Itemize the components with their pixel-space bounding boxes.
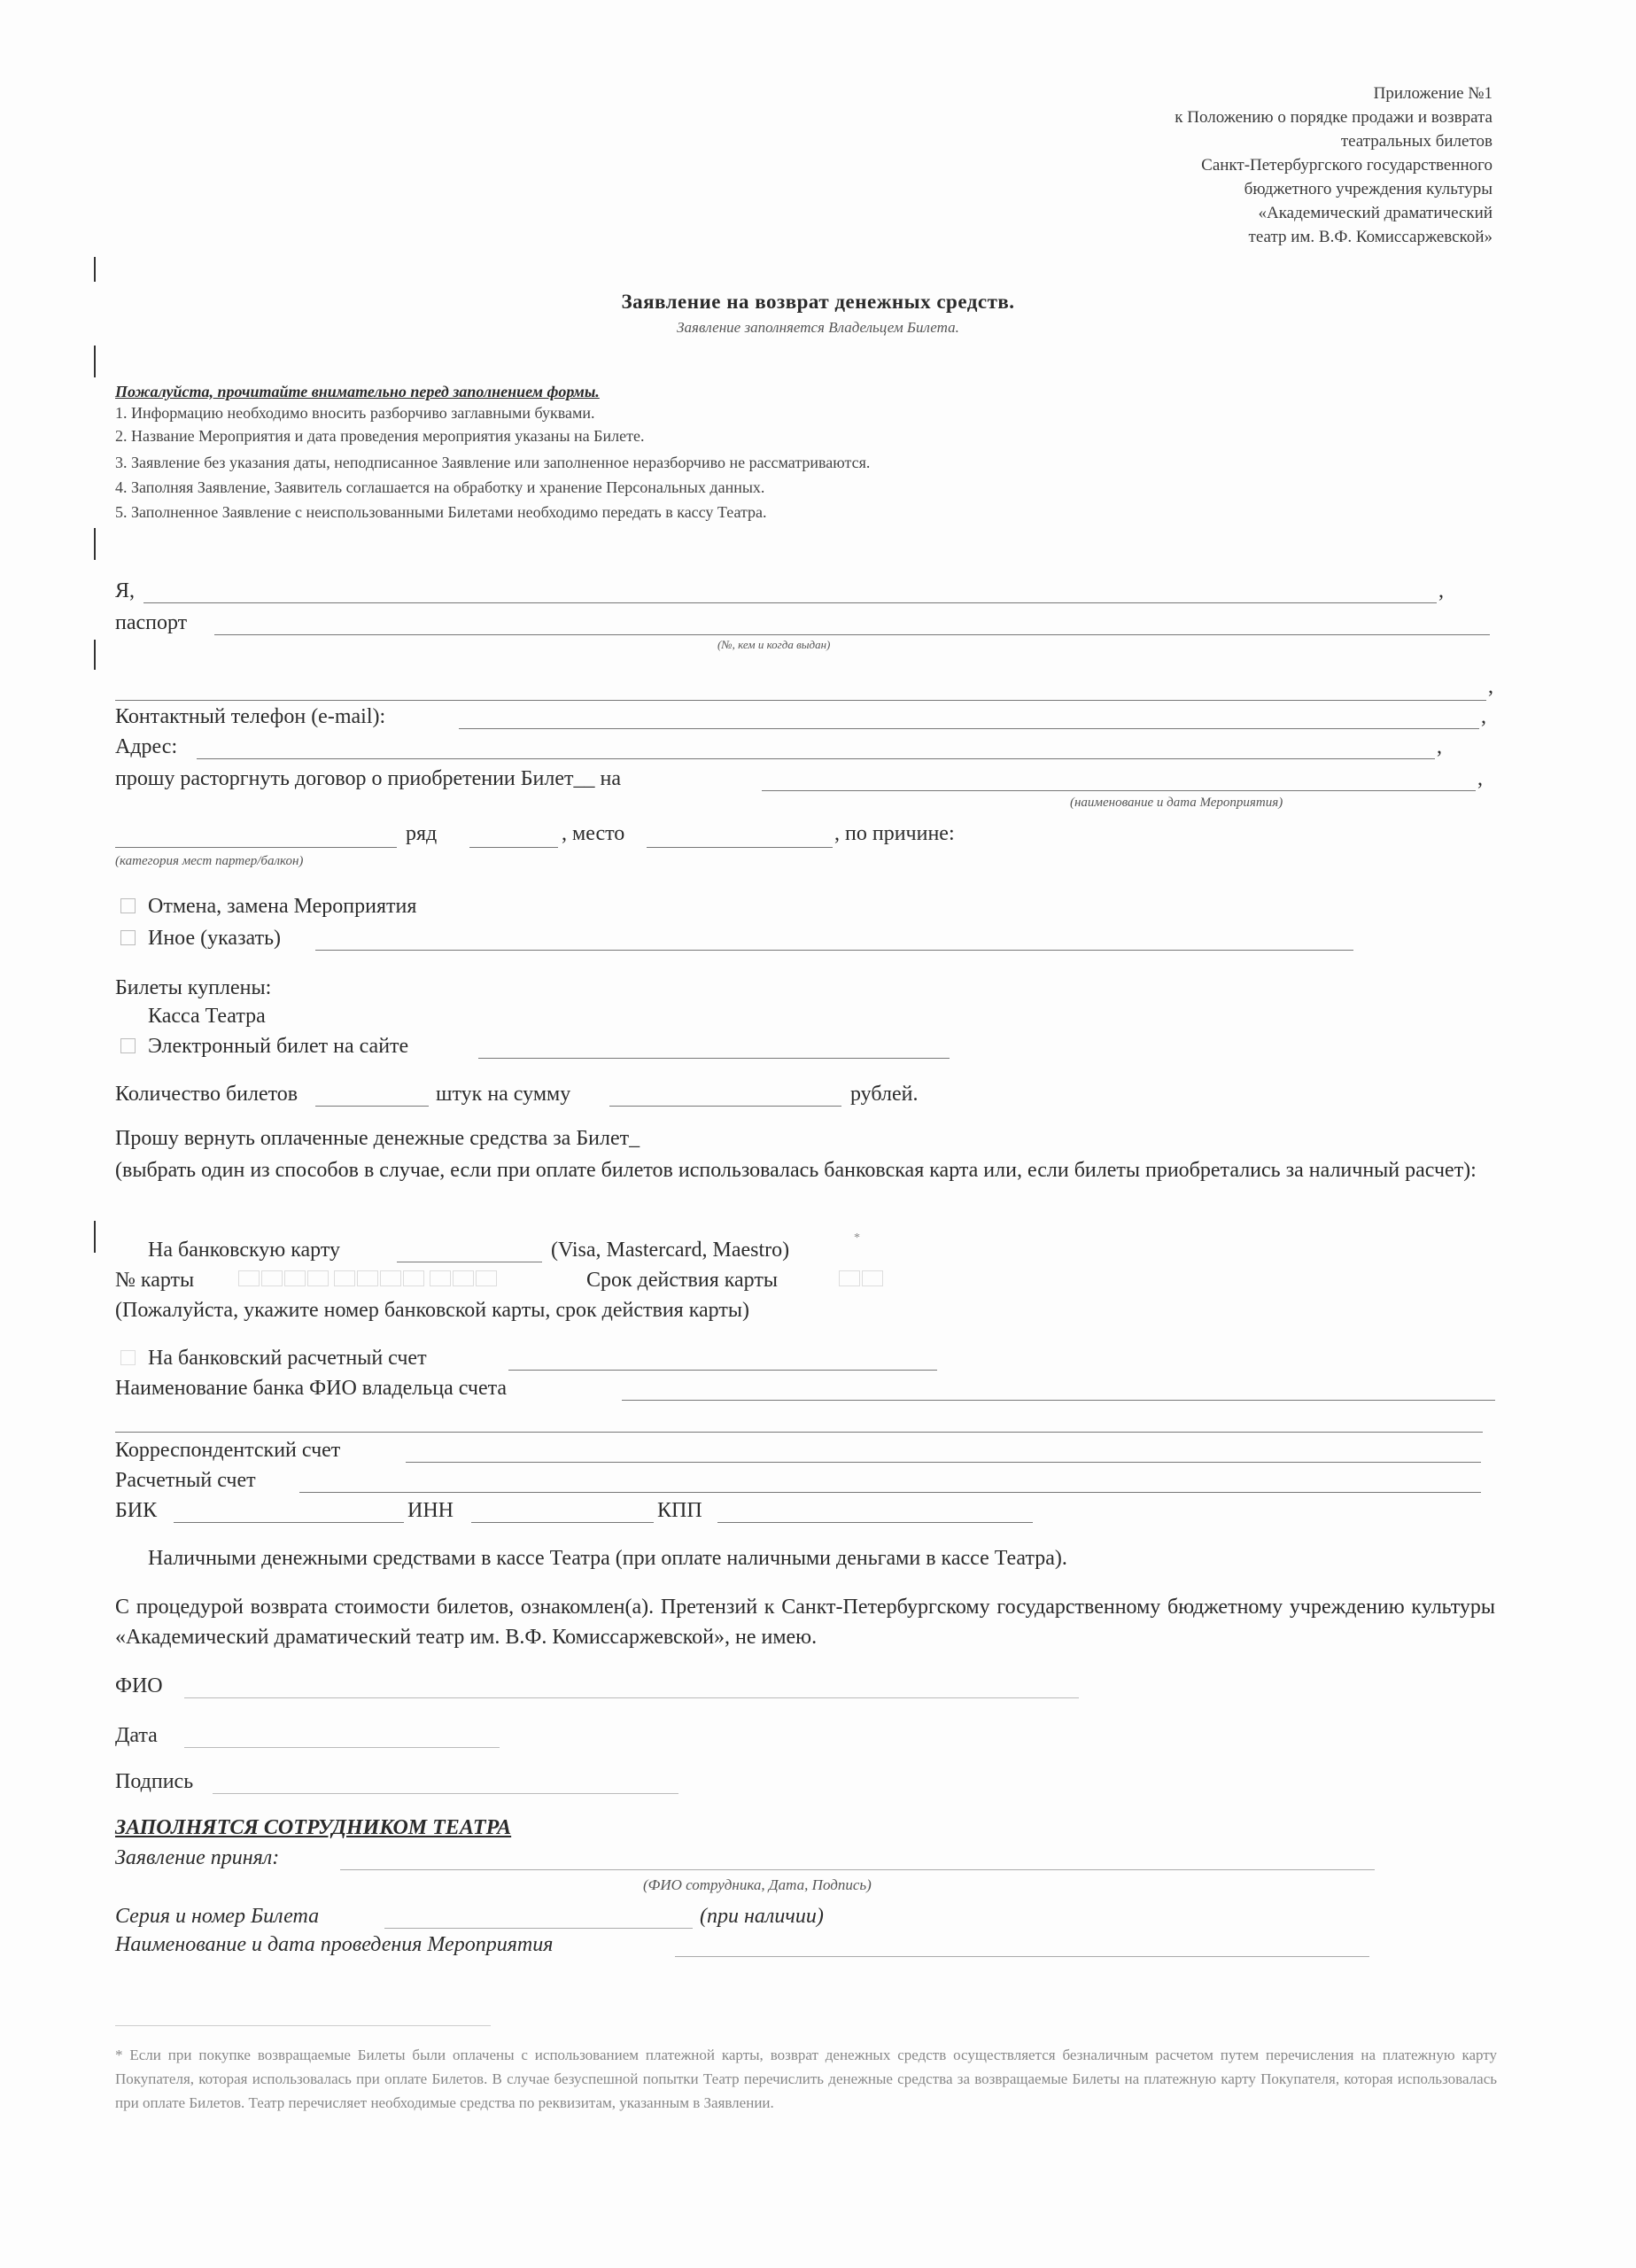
cash-option[interactable] (120, 1547, 1067, 1571)
bought-box-office-option[interactable] (120, 1005, 266, 1029)
reason-other-label: Иное (указать) (148, 927, 281, 950)
bank-name-field-extra[interactable] (115, 1432, 1483, 1433)
passport-field[interactable] (214, 634, 1490, 635)
margin-mark (94, 346, 96, 377)
instruction-item: 1. Информацию необходимо вносить разборчиво заглавными буквами. (115, 404, 595, 422)
reason-other-option[interactable] (120, 927, 281, 951)
phone-field[interactable] (459, 728, 1479, 729)
bought-online-label: Электронный билет на сайте (148, 1035, 409, 1058)
card-digit-box[interactable] (380, 1270, 401, 1286)
instructions-heading: Пожалуйста, прочитайте внимательно перед заполнением формы. (115, 383, 600, 400)
card-digit-box[interactable] (334, 1270, 355, 1286)
reason-cancel-option[interactable] (120, 895, 416, 919)
qty-label: Количество билетов (115, 1083, 299, 1106)
card-digit-box[interactable] (476, 1270, 497, 1286)
date-field[interactable] (184, 1747, 500, 1748)
margin-mark (94, 257, 96, 282)
passport-field-extra[interactable] (115, 700, 1486, 701)
date-label: Дата (115, 1724, 158, 1747)
bank-name-label: Наименование банка ФИО владельца счета (115, 1377, 508, 1400)
page-subtitle: Заявление заполняется Владельцем Билета. (677, 319, 959, 336)
address-field[interactable] (197, 758, 1435, 759)
tickets-bought-label: Билеты куплены: (115, 976, 272, 999)
card-expiry-label: Срок действия карты (586, 1269, 778, 1292)
passport-label: паспорт (115, 611, 188, 634)
card-no-label: № карты (115, 1269, 195, 1292)
address-label: Адрес: (115, 735, 178, 758)
card-digit-box[interactable] (238, 1270, 260, 1286)
appendix-header (1175, 82, 1493, 249)
margin-mark (94, 1221, 96, 1253)
row-label: ряд (406, 822, 438, 845)
checkbox-icon[interactable] (120, 1038, 136, 1053)
card-note: (Пожалуйста, укажите номер банковской карты, срок действия карты) (115, 1299, 749, 1322)
event-field[interactable] (762, 790, 1476, 791)
page-title: Заявление на возврат денежных средств. (621, 291, 1015, 313)
appendix-line: театр им. В.Ф. Комиссаржевской» (1248, 228, 1493, 246)
checkbox-icon[interactable] (120, 1550, 136, 1565)
to-card-label: На банковскую карту (148, 1239, 341, 1262)
kpp-label: КПП (657, 1499, 702, 1522)
sum-field[interactable] (609, 1106, 841, 1107)
checkbox-icon[interactable] (120, 1008, 136, 1023)
reason-cancel-label: Отмена, замена Мероприятия (148, 895, 417, 918)
appendix-line: театральных билетов (1340, 132, 1493, 151)
corr-account-field[interactable] (406, 1462, 1481, 1463)
row-field[interactable] (469, 847, 558, 848)
event-hint: (наименование и дата Мероприятия) (1070, 796, 1283, 810)
accepted-field[interactable] (340, 1869, 1375, 1870)
i-label: Я, (115, 579, 136, 602)
card-digit-box[interactable] (357, 1270, 378, 1286)
bik-label: БИК (115, 1499, 158, 1522)
checkbox-icon[interactable] (120, 1350, 136, 1365)
checkbox-icon[interactable] (120, 1242, 136, 1257)
account-label: Расчетный счет (115, 1469, 256, 1492)
terminate-label: прошу расторгнуть договор о приобретении Билет__ на (115, 767, 622, 790)
qty-field[interactable] (315, 1106, 429, 1107)
comma: , (1488, 675, 1493, 698)
bank-name-field[interactable] (622, 1400, 1495, 1401)
qty-end-label: рублей. (850, 1083, 919, 1106)
passport-hint: (№, кем и когда выдан) (717, 638, 831, 651)
accepted-hint: (ФИО сотрудника, Дата, Подпись) (643, 1876, 872, 1893)
to-card-option[interactable] (120, 1239, 340, 1262)
website-field[interactable] (478, 1058, 950, 1059)
phone-label: Контактный телефон (e-mail): (115, 705, 386, 728)
refund-note: (выбрать один из способов в случае, если при оплате билетов использовалась банковская карта или, если билеты приобретались за наличный расчет): (115, 1159, 1477, 1182)
staff-event-field[interactable] (675, 1956, 1369, 1957)
fio-label: ФИО (115, 1674, 163, 1697)
instruction-item: 3. Заявление без указания даты, неподписанное Заявление или заполненное неразборчиво не рассматриваются. (115, 454, 871, 471)
margin-mark (94, 640, 96, 670)
category-hint: (категория мест партер/балкон) (115, 854, 304, 868)
bik-field[interactable] (174, 1522, 404, 1523)
card-number-boxes[interactable] (237, 1270, 498, 1289)
corr-account-label: Корреспондентский счет (115, 1439, 341, 1462)
card-digit-box[interactable] (307, 1270, 329, 1286)
category-field[interactable] (115, 847, 397, 848)
instruction-item: 2. Название Мероприятия и дата проведения мероприятия указаны на Билете. (115, 427, 645, 445)
reason-label: , по причине: (834, 822, 955, 845)
settlement-account-field[interactable] (299, 1492, 1481, 1493)
to-account-option[interactable] (120, 1347, 427, 1371)
comma: , (1438, 579, 1444, 602)
name-field[interactable] (143, 602, 1437, 603)
card-digit-box[interactable] (453, 1270, 474, 1286)
kpp-field[interactable] (717, 1522, 1033, 1523)
fio-field[interactable] (184, 1697, 1079, 1698)
card-footnote-star: * (854, 1231, 860, 1245)
staff-event-label: Наименование и дата проведения Мероприятия (115, 1933, 554, 1956)
checkbox-icon[interactable] (120, 930, 136, 945)
cash-label: Наличными денежными средствами в кассе Театра (при оплате наличными деньгами в кассе Театра). (148, 1547, 1067, 1570)
qty-mid-label: штук на сумму (436, 1083, 571, 1106)
to-account-label: На банковский расчетный счет (148, 1347, 427, 1370)
signature-label: Подпись (115, 1770, 194, 1793)
bought-box-office-label: Касса Театра (148, 1005, 266, 1028)
footnote-divider (115, 2025, 491, 2026)
card-digit-box[interactable] (403, 1270, 424, 1286)
acknowledge-text: С процедурой возврата стоимости билетов, ознакомлен(а). Претензий к Санкт-Петербургскому государственному бюджетному учреждению культуры «Академический драматический театр им. В.Ф. Комиссаржевской», не имею. (115, 1596, 1495, 1649)
signature-field[interactable] (213, 1793, 678, 1794)
instruction-item: 4. Заполняя Заявление, Заявитель соглашается на обработку и хранение Персональных данных. (115, 478, 765, 496)
footnote: * Если при покупке возвращаемые Билеты были оплачены с использованием платежной карты, возврат денежных средств осуществляется безналичным расчетом путем перечисления на платежную карту Покупателя, которая использовалась при оплате Билетов. В случае безуспешной попытки Театр перечислить денежные средства за возвращаемые Билеты на платежную карту Покупателя, которая использовалась при оплате Билетов. Театр перечисляет необходимые средства по реквизитам, указанным в Заявлении. (115, 2047, 1497, 2111)
expiry-digit-box[interactable] (839, 1270, 860, 1286)
margin-mark (94, 528, 96, 560)
instruction-item: 5. Заполненное Заявление с неиспользованными Билетами необходимо передать в кассу Театра. (115, 503, 767, 521)
ticket-serial-note: (при наличии) (700, 1905, 824, 1928)
seat-label: , место (562, 822, 625, 845)
accepted-label: Заявление принял: (115, 1846, 280, 1869)
bought-online-option[interactable] (120, 1035, 408, 1059)
checkbox-icon[interactable] (120, 898, 136, 913)
appendix-line: Санкт-Петербургского государственного (1201, 156, 1493, 175)
expiry-digit-box[interactable] (862, 1270, 883, 1286)
appendix-line: бюджетного учреждения культуры (1244, 180, 1493, 198)
appendix-line: Приложение №1 (1373, 84, 1493, 103)
comma: , (1481, 705, 1486, 728)
comma: , (1437, 735, 1442, 758)
appendix-line: «Академический драматический (1258, 204, 1493, 222)
card-digit-box[interactable] (261, 1270, 283, 1286)
card-expiry-boxes[interactable] (838, 1270, 884, 1289)
card-digit-box[interactable] (430, 1270, 451, 1286)
appendix-line: к Положению о порядке продажи и возврата (1175, 108, 1493, 127)
comma: , (1477, 767, 1483, 790)
staff-heading: ЗАПОЛНЯТСЯ СОТРУДНИКОМ ТЕАТРА (115, 1816, 512, 1839)
ticket-serial-field[interactable] (384, 1928, 693, 1929)
card-digit-box[interactable] (284, 1270, 306, 1286)
refund-label: Прошу вернуть оплаченные денежные средства за Билет_ (115, 1127, 640, 1150)
reason-other-field[interactable] (315, 950, 1353, 951)
inn-label: ИНН (407, 1499, 454, 1522)
ticket-serial-label: Серия и номер Билета (115, 1905, 320, 1928)
card-types: (Visa, Mastercard, Maestro) (551, 1239, 790, 1262)
inn-field[interactable] (471, 1522, 654, 1523)
seat-field[interactable] (647, 847, 833, 848)
account-field[interactable] (508, 1370, 937, 1371)
